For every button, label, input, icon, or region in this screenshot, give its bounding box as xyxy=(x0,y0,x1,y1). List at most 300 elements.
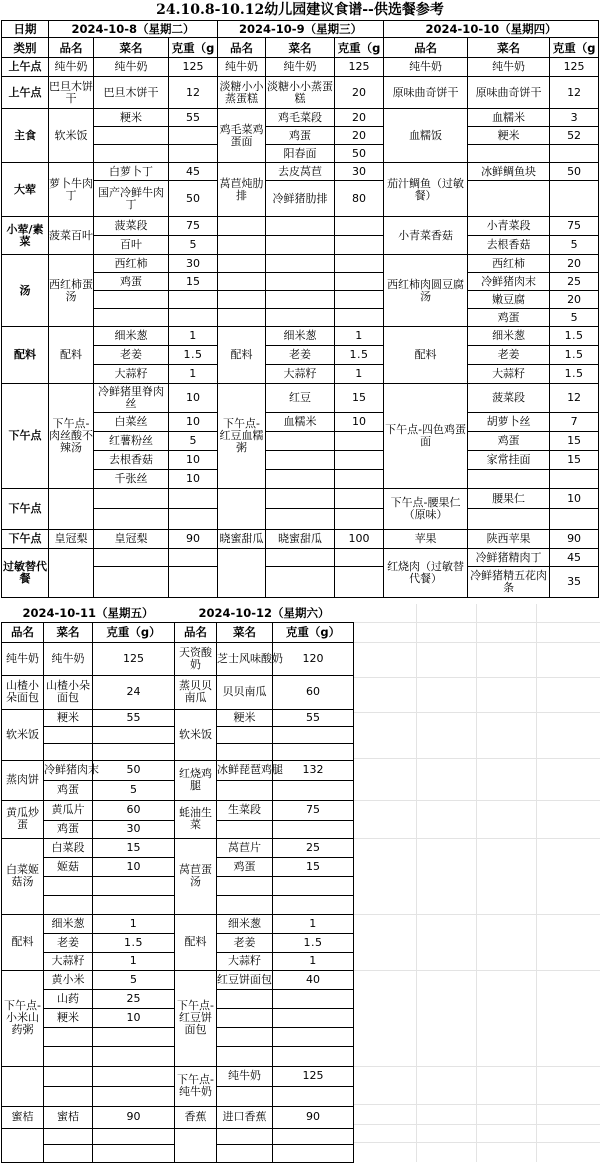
sheet-gridline xyxy=(353,677,600,678)
ingredient-weight: 1 xyxy=(169,327,218,346)
weight-header: 克重（g） xyxy=(93,622,175,642)
ingredient-name: 家常挂面 xyxy=(468,451,550,470)
dish-name: 软米饭 xyxy=(2,709,44,760)
empty-cell xyxy=(49,489,94,530)
empty-cell xyxy=(550,145,599,163)
empty-cell xyxy=(218,217,266,236)
empty-cell xyxy=(93,1086,175,1106)
ingredient-name: 鸡蛋 xyxy=(468,432,550,451)
ingredient-name: 老姜 xyxy=(468,346,550,365)
empty-cell xyxy=(218,489,266,530)
ingredient-name: 菠菜段 xyxy=(468,384,550,413)
dish-name: 下午点-四色鸡蛋面 xyxy=(384,384,468,489)
ingredient-weight: 125 xyxy=(93,642,175,675)
ingredient-weight: 1 xyxy=(335,327,384,346)
ingredient-weight: 24 xyxy=(93,675,175,709)
ingredient-weight: 1 xyxy=(169,365,218,384)
empty-cell xyxy=(335,549,384,567)
meal-label-morning-snack: 上午点 xyxy=(2,77,49,109)
dish-name: 纯牛奶 xyxy=(2,642,44,675)
ingredient-name: 细米葱 xyxy=(468,327,550,346)
empty-cell xyxy=(335,451,384,470)
meal-label-soup: 汤 xyxy=(2,255,49,327)
ingredient-weight: 20 xyxy=(335,77,384,109)
ingredient-name: 西红柿 xyxy=(94,255,169,273)
weight-header: 克重（g xyxy=(335,38,384,58)
dish-name: 晓蜜甜瓜 xyxy=(218,530,266,549)
dish-name: 蒸贝贝南瓜 xyxy=(175,675,217,709)
empty-cell xyxy=(44,1046,93,1066)
empty-cell xyxy=(49,549,94,598)
ingredient-name: 粳米 xyxy=(44,1008,93,1027)
ingredient-weight: 1.5 xyxy=(93,933,175,952)
ingredient-weight: 90 xyxy=(273,1106,354,1128)
ingredient-weight: 125 xyxy=(335,58,384,77)
ingredient-name: 小青菜段 xyxy=(468,217,550,236)
empty-cell xyxy=(44,1144,93,1162)
dish-name: 香蕉 xyxy=(175,1106,217,1128)
ingredient-name: 老姜 xyxy=(217,933,273,952)
dish-name: 莴苣炖肋排 xyxy=(218,163,266,217)
ingredient-name: 纯牛奶 xyxy=(266,58,335,77)
ingredient-name: 冷鲜猪精肉丁 xyxy=(468,549,550,567)
empty-cell xyxy=(94,489,169,509)
ingredient-name: 鸡蛋 xyxy=(217,857,273,876)
sheet-gridline xyxy=(476,604,477,1162)
empty-cell xyxy=(2,1128,44,1162)
empty-cell xyxy=(218,236,266,255)
empty-cell xyxy=(468,145,550,163)
ingredient-name: 山楂小朵面包 xyxy=(44,675,93,709)
meal-label-morning-snack: 上午点 xyxy=(2,58,49,77)
dish-name: 下午点-红豆血糯粥 xyxy=(218,384,266,489)
empty-cell xyxy=(218,291,266,309)
empty-cell xyxy=(175,1128,217,1162)
meal-label-afternoon-snack: 下午点 xyxy=(2,384,49,489)
ingredient-weight: 5 xyxy=(93,970,175,989)
ingredient-name: 阳春面 xyxy=(266,145,335,163)
empty-cell xyxy=(217,1008,273,1027)
ingredient-weight: 5 xyxy=(93,780,175,800)
day-date-wed: 2024-10-9（星期三） xyxy=(218,21,384,38)
ingredient-name: 红豆饼面包 xyxy=(217,970,273,989)
ingredient-name: 冷鲜猪里脊肉丝 xyxy=(94,384,169,413)
ingredient-weight: 15 xyxy=(169,273,218,291)
empty-cell xyxy=(335,217,384,236)
ingredient-name: 生菜段 xyxy=(217,800,273,820)
empty-cell xyxy=(273,876,354,895)
dish-name: 配料 xyxy=(384,327,468,384)
meal-label-seasoning: 配料 xyxy=(2,327,49,384)
ingredient-name: 千张丝 xyxy=(94,470,169,489)
ingredient-name: 原味曲奇饼干 xyxy=(468,77,550,109)
empty-cell xyxy=(266,291,335,309)
ingredient-weight: 10 xyxy=(169,384,218,413)
ingredient-header: 菜名 xyxy=(94,38,169,58)
empty-cell xyxy=(266,217,335,236)
ingredient-weight: 50 xyxy=(550,163,599,181)
ingredient-name: 纯牛奶 xyxy=(44,642,93,675)
ingredient-weight: 15 xyxy=(550,451,599,470)
sheet-gridline xyxy=(353,622,600,623)
ingredient-name: 胡萝卜丝 xyxy=(468,413,550,432)
empty-cell xyxy=(169,509,218,530)
dish-name: 配料 xyxy=(2,914,44,970)
ingredient-name: 老姜 xyxy=(94,346,169,365)
sheet-gridline xyxy=(353,1066,600,1067)
ingredient-name: 细米葱 xyxy=(266,327,335,346)
ingredient-name: 大蒜籽 xyxy=(44,952,93,970)
dish-name: 软米饭 xyxy=(175,709,217,760)
dish-name: 巴旦木饼干 xyxy=(49,77,94,109)
sheet-gridline xyxy=(353,800,600,801)
empty-cell xyxy=(217,989,273,1008)
empty-cell xyxy=(335,291,384,309)
empty-cell xyxy=(273,1128,354,1144)
meal-label-main-meat: 大荤 xyxy=(2,163,49,217)
dish-header: 品名 xyxy=(218,38,266,58)
empty-cell xyxy=(468,181,550,217)
ingredient-name: 细米葱 xyxy=(44,914,93,933)
ingredient-weight: 50 xyxy=(169,181,218,217)
ingredient-weight: 125 xyxy=(550,58,599,77)
empty-cell xyxy=(44,876,93,895)
dish-name: 红烧鸡腿 xyxy=(175,760,217,800)
dish-header: 品名 xyxy=(384,38,468,58)
empty-cell xyxy=(218,549,266,598)
ingredient-weight: 20 xyxy=(550,291,599,309)
dish-name: 红烧肉（过敏替代餐） xyxy=(384,549,468,598)
empty-cell xyxy=(335,489,384,509)
ingredient-weight: 50 xyxy=(335,145,384,163)
empty-cell xyxy=(217,1086,273,1106)
ingredient-name: 山药 xyxy=(44,989,93,1008)
ingredient-weight: 90 xyxy=(93,1106,175,1128)
dish-name: 莴苣蛋汤 xyxy=(175,838,217,914)
ingredient-name: 菠菜段 xyxy=(94,217,169,236)
ingredient-name: 冷鲜猪精五花肉条 xyxy=(468,567,550,598)
dish-name: 下午点-肉丝酸不辣汤 xyxy=(49,384,94,489)
sheet-gridline xyxy=(353,758,600,759)
empty-cell xyxy=(266,255,335,273)
ingredient-name: 国产冷鲜牛肉丁 xyxy=(94,181,169,217)
meal-label-side-dish: 小荤/素菜 xyxy=(2,217,49,255)
empty-cell xyxy=(93,1027,175,1046)
empty-cell xyxy=(217,1046,273,1066)
ingredient-weight: 7 xyxy=(550,413,599,432)
ingredient-header: 菜名 xyxy=(217,622,273,642)
empty-cell xyxy=(217,1128,273,1144)
empty-cell xyxy=(266,451,335,470)
weight-header: 克重（g xyxy=(169,38,218,58)
empty-cell xyxy=(169,549,218,567)
dish-header: 品名 xyxy=(2,622,44,642)
ingredient-weight: 100 xyxy=(335,530,384,549)
empty-cell xyxy=(273,743,354,760)
ingredient-name: 鸡蛋 xyxy=(468,309,550,327)
empty-cell xyxy=(266,236,335,255)
empty-cell xyxy=(550,470,599,489)
ingredient-weight: 15 xyxy=(273,857,354,876)
ingredient-name: 冷鲜猪肉末 xyxy=(44,760,93,780)
dish-name: 淡糖小小蒸蛋糕 xyxy=(218,77,266,109)
ingredient-weight: 45 xyxy=(550,549,599,567)
menu-table-week-part2 xyxy=(1,604,354,1163)
empty-cell xyxy=(335,309,384,327)
dish-name: 萝卜牛肉丁 xyxy=(49,163,94,217)
empty-cell xyxy=(93,1128,175,1144)
empty-cell xyxy=(93,726,175,743)
dish-header: 品名 xyxy=(49,38,94,58)
dish-name: 下午点-红豆饼面包 xyxy=(175,970,217,1066)
empty-cell xyxy=(217,820,273,838)
empty-cell xyxy=(468,470,550,489)
empty-cell xyxy=(94,309,169,327)
ingredient-weight: 5 xyxy=(550,236,599,255)
empty-cell xyxy=(335,509,384,530)
dish-name: 纯牛奶 xyxy=(49,58,94,77)
ingredient-weight: 30 xyxy=(169,255,218,273)
ingredient-name: 纯牛奶 xyxy=(217,1066,273,1086)
ingredient-header: 菜名 xyxy=(468,38,550,58)
empty-cell xyxy=(44,1027,93,1046)
ingredient-weight: 45 xyxy=(169,163,218,181)
ingredient-name: 冷鲜猪肋排 xyxy=(266,181,335,217)
ingredient-weight: 10 xyxy=(93,1008,175,1027)
empty-cell xyxy=(169,145,218,163)
ingredient-weight: 120 xyxy=(273,642,354,675)
dish-name: 纯牛奶 xyxy=(218,58,266,77)
ingredient-name: 淡糖小小蒸蛋糕 xyxy=(266,77,335,109)
dish-name: 苹果 xyxy=(384,530,468,549)
empty-cell xyxy=(273,780,354,800)
ingredient-weight: 20 xyxy=(550,255,599,273)
ingredient-name: 鸡蛋 xyxy=(94,273,169,291)
empty-cell xyxy=(273,1046,354,1066)
ingredient-weight: 10 xyxy=(169,451,218,470)
empty-cell xyxy=(217,743,273,760)
ingredient-name: 晓蜜甜瓜 xyxy=(266,530,335,549)
ingredient-weight: 1 xyxy=(93,952,175,970)
ingredient-name: 粳米 xyxy=(44,709,93,726)
ingredient-weight: 30 xyxy=(335,163,384,181)
empty-cell xyxy=(217,895,273,914)
meal-label-staple: 主食 xyxy=(2,109,49,163)
dish-name: 配料 xyxy=(49,327,94,384)
ingredient-name: 细米葱 xyxy=(217,914,273,933)
ingredient-name: 白菜丝 xyxy=(94,413,169,432)
empty-cell xyxy=(273,1008,354,1027)
ingredient-weight: 35 xyxy=(550,567,599,598)
ingredient-weight: 90 xyxy=(169,530,218,549)
dish-name: 皇冠梨 xyxy=(49,530,94,549)
dish-name: 小青菜香菇 xyxy=(384,217,468,255)
empty-cell xyxy=(94,145,169,163)
ingredient-weight: 50 xyxy=(93,760,175,780)
ingredient-weight: 60 xyxy=(273,675,354,709)
ingredient-name: 莴苣片 xyxy=(217,838,273,857)
ingredient-weight: 15 xyxy=(335,384,384,413)
ingredient-weight: 1 xyxy=(273,952,354,970)
ingredient-header: 菜名 xyxy=(266,38,335,58)
ingredient-weight: 10 xyxy=(335,413,384,432)
ingredient-weight: 15 xyxy=(93,838,175,857)
ingredient-weight: 80 xyxy=(335,181,384,217)
empty-cell xyxy=(266,309,335,327)
ingredient-name: 粳米 xyxy=(94,109,169,127)
empty-cell xyxy=(217,780,273,800)
dish-name: 软米饭 xyxy=(49,109,94,163)
ingredient-weight: 125 xyxy=(273,1066,354,1086)
dish-name: 配料 xyxy=(175,914,217,970)
empty-cell xyxy=(169,489,218,509)
empty-cell xyxy=(273,726,354,743)
empty-cell xyxy=(44,743,93,760)
page-title: 24.10.8-10.12幼儿园建议食谱--供选餐参考 xyxy=(156,2,444,18)
sheet-gridline xyxy=(353,712,600,713)
ingredient-weight: 1 xyxy=(335,365,384,384)
ingredient-weight: 1.5 xyxy=(550,346,599,365)
ingredient-weight: 75 xyxy=(550,217,599,236)
sheet-gridline xyxy=(536,604,537,1162)
day-date-thu: 2024-10-10（星期四） xyxy=(384,21,599,38)
empty-cell xyxy=(94,127,169,145)
dish-name: 黄瓜炒蛋 xyxy=(2,800,44,838)
empty-cell xyxy=(93,1066,175,1086)
empty-cell xyxy=(266,509,335,530)
empty-cell xyxy=(335,470,384,489)
dish-name: 纯牛奶 xyxy=(384,58,468,77)
ingredient-weight: 1 xyxy=(93,914,175,933)
empty-cell xyxy=(335,255,384,273)
empty-cell xyxy=(44,726,93,743)
ingredient-weight: 5 xyxy=(550,309,599,327)
ingredient-weight: 132 xyxy=(273,760,354,780)
ingredient-weight: 40 xyxy=(273,970,354,989)
ingredient-weight: 1.5 xyxy=(169,346,218,365)
empty-cell xyxy=(266,470,335,489)
weight-header: 克重（g xyxy=(550,38,599,58)
dish-name: 蜜桔 xyxy=(2,1106,44,1128)
ingredient-name: 鸡蛋 xyxy=(44,780,93,800)
dish-name: 下午点-腰果仁（原味） xyxy=(384,489,468,530)
ingredient-weight: 1.5 xyxy=(550,365,599,384)
ingredient-weight: 60 xyxy=(93,800,175,820)
ingredient-weight: 55 xyxy=(273,709,354,726)
empty-cell xyxy=(218,273,266,291)
ingredient-name: 进口香蕉 xyxy=(217,1106,273,1128)
empty-cell xyxy=(273,989,354,1008)
empty-cell xyxy=(218,255,266,273)
ingredient-name: 冰鲜琵琶鸡腿 xyxy=(217,760,273,780)
ingredient-name: 去根香菇 xyxy=(94,451,169,470)
ingredient-name: 粳米 xyxy=(468,127,550,145)
empty-cell xyxy=(266,567,335,598)
empty-cell xyxy=(550,181,599,217)
ingredient-weight: 20 xyxy=(335,127,384,145)
sheet-gridline xyxy=(353,838,600,839)
empty-cell xyxy=(169,127,218,145)
ingredient-name: 红薯粉丝 xyxy=(94,432,169,451)
ingredient-weight: 55 xyxy=(93,709,175,726)
ingredient-weight: 10 xyxy=(169,413,218,432)
ingredient-name: 血糯米 xyxy=(468,109,550,127)
empty-cell xyxy=(217,1144,273,1162)
empty-cell xyxy=(217,876,273,895)
sheet-gridline xyxy=(353,970,600,971)
ingredient-weight: 75 xyxy=(169,217,218,236)
ingredient-name: 纯牛奶 xyxy=(468,58,550,77)
empty-cell xyxy=(273,1144,354,1162)
ingredient-name: 血糯米 xyxy=(266,413,335,432)
dish-name: 西红柿蛋汤 xyxy=(49,255,94,327)
dish-name: 菠菜百叶 xyxy=(49,217,94,255)
empty-cell xyxy=(273,820,354,838)
empty-cell xyxy=(335,567,384,598)
empty-cell xyxy=(266,273,335,291)
dish-name: 原味曲奇饼干 xyxy=(384,77,468,109)
ingredient-weight: 12 xyxy=(169,77,218,109)
dish-name: 鸡毛菜鸡蛋面 xyxy=(218,109,266,163)
dish-name: 茄汁鲷鱼（过敏餐） xyxy=(384,163,468,217)
dish-name: 天资酸奶 xyxy=(175,642,217,675)
empty-cell xyxy=(550,509,599,530)
empty-cell xyxy=(93,1144,175,1162)
dish-name: 白菜姬菇汤 xyxy=(2,838,44,914)
day-date-fri: 2024-10-11（星期五） xyxy=(2,604,175,622)
ingredient-name: 老姜 xyxy=(266,346,335,365)
ingredient-weight: 55 xyxy=(169,109,218,127)
ingredient-name: 白萝卜丁 xyxy=(94,163,169,181)
empty-cell xyxy=(94,509,169,530)
ingredient-weight: 5 xyxy=(169,432,218,451)
ingredient-weight: 12 xyxy=(550,77,599,109)
ingredient-header: 菜名 xyxy=(44,622,93,642)
ingredient-weight: 90 xyxy=(550,530,599,549)
ingredient-name: 冰鲜鲷鱼块 xyxy=(468,163,550,181)
meal-label-allergy-substitute: 过敏替代餐 xyxy=(2,549,49,598)
ingredient-weight: 30 xyxy=(93,820,175,838)
ingredient-name: 巴旦木饼干 xyxy=(94,77,169,109)
ingredient-name: 鸡蛋 xyxy=(44,820,93,838)
ingredient-name: 大蒜籽 xyxy=(94,365,169,384)
sheet-gridline xyxy=(353,1124,600,1125)
dish-header: 品名 xyxy=(175,622,217,642)
ingredient-name: 大蒜籽 xyxy=(468,365,550,384)
sheet-gridline xyxy=(353,914,600,915)
empty-cell xyxy=(266,432,335,451)
empty-cell xyxy=(169,309,218,327)
empty-cell xyxy=(217,726,273,743)
day-date-sat: 2024-10-12（星期六） xyxy=(175,604,354,622)
ingredient-name: 去根香菇 xyxy=(468,236,550,255)
ingredient-name: 红豆 xyxy=(266,384,335,413)
ingredient-name: 蜜桔 xyxy=(44,1106,93,1128)
ingredient-weight: 1.5 xyxy=(335,346,384,365)
empty-cell xyxy=(2,1066,44,1106)
empty-cell xyxy=(335,432,384,451)
ingredient-name: 鸡毛菜段 xyxy=(266,109,335,127)
dish-name: 下午点-纯牛奶 xyxy=(175,1066,217,1106)
meal-label-afternoon-snack: 下午点 xyxy=(2,489,49,530)
ingredient-weight: 10 xyxy=(169,470,218,489)
sheet-gridline xyxy=(416,604,417,1162)
empty-cell xyxy=(94,567,169,598)
ingredient-weight: 1.5 xyxy=(273,933,354,952)
empty-cell xyxy=(44,1086,93,1106)
ingredient-name: 白菜段 xyxy=(44,838,93,857)
ingredient-weight: 52 xyxy=(550,127,599,145)
